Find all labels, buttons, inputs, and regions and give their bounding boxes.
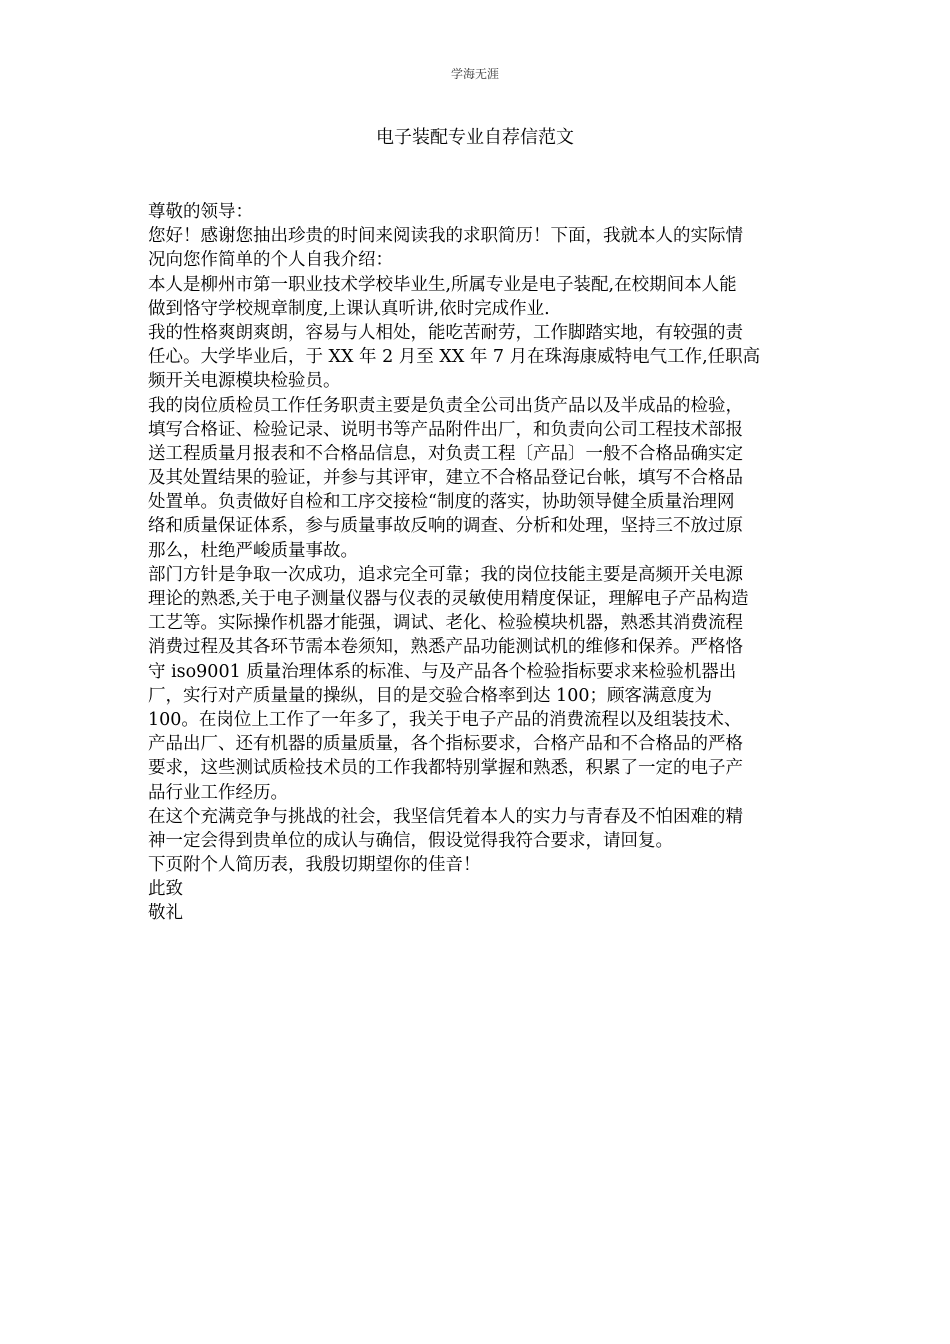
body-line: 那么，杜绝严峻质量事故。 <box>148 540 358 561</box>
body-line: 产品出厂、还有机器的质量质量，各个指标要求，合格产品和不合格品的严格 <box>148 734 743 755</box>
page-header: 学海无涯 <box>450 67 499 81</box>
body-line: 100。在岗位上工作了一年多了，我关于电子产品的消费流程以及组装技术、 <box>148 709 742 730</box>
body-line: 及其处置结果的验证，并参与其评审，建立不合格品登记台帐，填写不合格品 <box>148 468 743 489</box>
closing-line: 敬礼 <box>148 903 183 924</box>
body-line: 我的性格爽朗爽朗，容易与人相处，能吃苦耐劳，工作脚踏实地，有较强的责 <box>148 322 743 343</box>
body-line: 本人是柳州市第一职业技术学校毕业生,所属专业是电子装配,在校期间本人能 <box>148 274 737 295</box>
body-line: 下页附个人简历表，我殷切期望你的佳音！ <box>148 855 481 876</box>
body-line: 在这个充满竞争与挑战的社会，我坚信凭着本人的实力与青春及不怕困难的精 <box>148 806 743 827</box>
closing-line: 此致 <box>148 879 183 900</box>
body-line: 守 iso9001 质量治理体系的标准、与及产品各个检验指标要求来检验机器出 <box>148 661 737 682</box>
body-line: 要求，这些测试质检技术员的工作我都特别掌握和熟悉，积累了一定的电子产 <box>148 758 743 779</box>
body-line: 部门方针是争取一次成功，追求完全可靠；我的岗位技能主要是高频开关电源 <box>148 564 743 585</box>
body-line: 况向您作简单的个人自我介绍： <box>148 250 393 271</box>
body-line: 我的岗位质检员工作任务职责主要是负责全公司出货产品以及半成品的检验， <box>148 395 743 416</box>
body-line: 频开关电源模块检验员。 <box>148 371 341 392</box>
body-line: 做到恪守学校规章制度,上课认真听讲,依时完成作业. <box>148 298 550 319</box>
body-line: 品行业工作经历。 <box>148 782 288 803</box>
body-line: 送工程质量月报表和不合格品信息，对负责工程〔产品〕一般不合格品确实定 <box>148 443 743 464</box>
body-line: 理论的熟悉,关于电子测量仪器与仪表的灵敏使用精度保证，理解电子产品构造 <box>148 589 749 609</box>
body-line: 消费过程及其各环节需本卷须知，熟悉产品功能测试机的维修和保养。严格恪 <box>148 637 743 658</box>
body-line: 处置单。负责做好自检和工序交接检“制度的落实，协助领导健全质量治理网 <box>148 492 735 513</box>
body-line: 络和质量保证体系，参与质量事故反响的调查、分析和处理，坚持三不放过原 <box>148 516 743 537</box>
body-line: 您好！感谢您抽出珍贵的时间来阅读我的求职简历！下面，我就本人的实际情 <box>148 226 743 247</box>
body-line: 工艺等。实际操作机器才能强，调试、老化、检验模块机器，熟悉其消费流程 <box>148 613 743 634</box>
document-title: 电子装配专业自荐信范文 <box>376 127 574 148</box>
body-line: 填写合格证、检验记录、说明书等产品附件出厂，和负责向公司工程技术部报 <box>148 419 743 440</box>
body-line: 厂，实行对产质量量的操纵，目的是交验合格率到达 100；顾客满意度为 <box>148 685 712 706</box>
letter-body <box>148 200 808 926</box>
body-line: 神一定会得到贵单位的成认与确信，假设觉得我符合要求，请回复。 <box>148 830 673 851</box>
body-line: 任心。大学毕业后，于 XX 年 2 月至 XX 年 7 月在珠海康威特电气工作,任职高 <box>148 347 761 368</box>
salutation: 尊敬的领导： <box>148 202 253 222</box>
